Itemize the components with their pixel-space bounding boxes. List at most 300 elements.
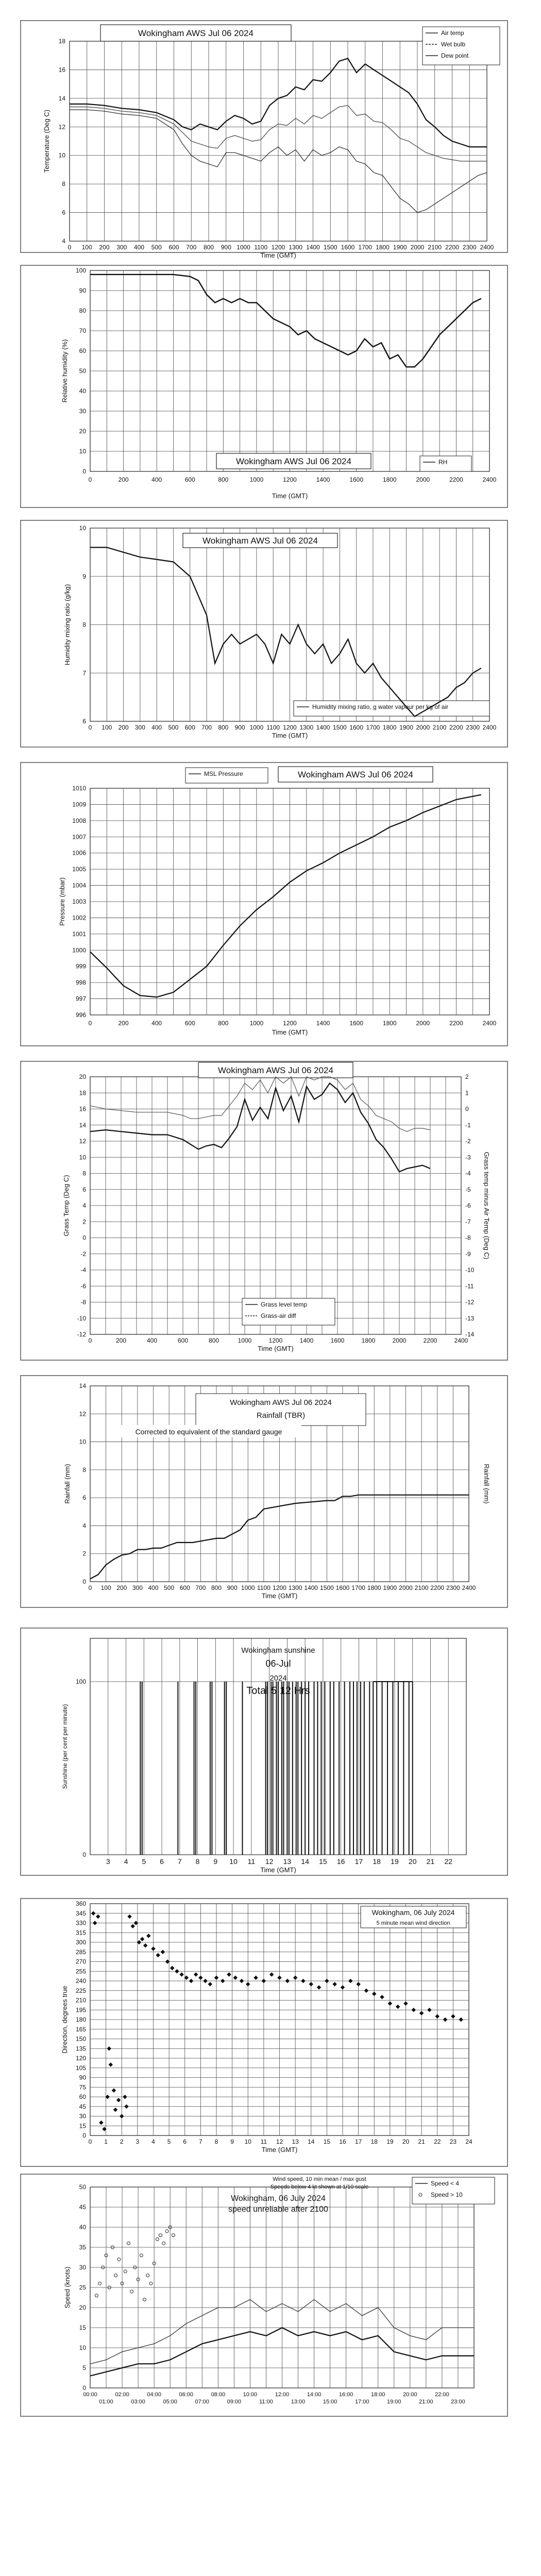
mixing_ratio-xtick-label: 400 (151, 724, 162, 731)
wind_direction-xtick-label: 16 (339, 2138, 346, 2145)
grass-ytick-label: -10 (77, 1314, 86, 1322)
temperature-xtick-label: 2100 (428, 244, 442, 251)
humidity-title: Wokingham AWS Jul 06 2024 (236, 456, 351, 466)
temperature-title: Wokingham AWS Jul 06 2024 (138, 28, 253, 38)
sunshine-xtick-label: 12 (265, 1857, 274, 1866)
humidity-xtick-label: 2200 (449, 476, 463, 483)
wind_speed-note-2: Speeds below 4 kt shown at 1/10 scale (270, 2184, 369, 2190)
wind_direction-ytick-label: 315 (75, 1929, 86, 1937)
rainfall-xtick-label: 1000 (241, 1584, 255, 1591)
sunshine-xtick-label: 13 (283, 1857, 292, 1866)
temperature-legend-label: Wet bulb (441, 41, 466, 48)
grass-ytick-label: 0 (465, 1105, 469, 1113)
temperature-xtick-label: 700 (186, 244, 197, 251)
temperature-legend-label: Dew point (441, 52, 469, 59)
wind_direction-xtick-label: 2 (120, 2138, 124, 2145)
wind_speed-ytick-label: 0 (82, 2384, 86, 2392)
grass-xtick-label: 1200 (268, 1337, 283, 1344)
wind_direction-ytick-label: 45 (79, 2103, 86, 2110)
temperature-ytick-label: 6 (62, 209, 65, 216)
humidity-ytick-label: 100 (75, 267, 86, 274)
mixing_ratio-chart (21, 520, 508, 747)
humidity-ytick-label: 90 (79, 287, 86, 294)
mixing_ratio-xtick-label: 2100 (432, 724, 447, 731)
humidity-xtick-label: 2000 (416, 476, 430, 483)
temperature-xtick-label: 1700 (358, 244, 373, 251)
grass-ytick-label: 6 (82, 1185, 86, 1193)
sunshine-ylabel: Sunshine (per cent per minute) (61, 1704, 69, 1789)
sunshine-xtick-label: 14 (301, 1857, 309, 1866)
sunshine-total: Total 5.12 Hrs (246, 1685, 310, 1697)
wind_speed-subtitle: speed unreliable after 2100 (228, 2205, 328, 2214)
wind_speed-xtick-label: 10:00 (243, 2392, 258, 2398)
wind_speed-xtick-label: 12:00 (275, 2392, 290, 2398)
humidity-ytick-label: 50 (79, 367, 86, 375)
sunshine-xlabel: Time (GMT) (260, 1866, 296, 1874)
pressure-ytick-label: 1008 (72, 817, 86, 824)
mixing_ratio-ytick-label: 6 (82, 718, 86, 725)
wind_direction-ytick-label: 345 (75, 1909, 86, 1917)
rainfall-xtick-label: 200 (116, 1584, 127, 1591)
pressure-chart (21, 762, 508, 1046)
grass-ytick-label: 4 (82, 1202, 86, 1209)
wind_speed-legend-label: Speed < 4 (431, 2180, 460, 2187)
pressure-xtick-label: 2400 (482, 1020, 497, 1027)
humidity-xtick-label: 600 (184, 476, 195, 483)
wind_speed-ytick-label: 20 (79, 2304, 86, 2311)
sunshine-chart (21, 1628, 508, 1875)
pressure-xtick-label: 200 (118, 1020, 129, 1027)
pressure-xtick-label: 2000 (416, 1020, 430, 1027)
humidity-ytick-label: 80 (79, 307, 86, 314)
humidity-xtick-label: 1200 (283, 476, 297, 483)
temperature-xtick-label: 2300 (462, 244, 477, 251)
temperature-xtick-label: 1600 (341, 244, 355, 251)
rainfall-xtick-label: 1300 (288, 1584, 302, 1591)
mixing_ratio-xlabel: Time (GMT) (272, 732, 308, 739)
temperature-chart (21, 21, 508, 259)
temperature-xtick-label: 100 (81, 244, 92, 251)
grass-chart (21, 1061, 508, 1360)
mixing_ratio-xtick-label: 200 (118, 724, 129, 731)
rainfall-xtick-label: 800 (211, 1584, 222, 1591)
grass-ytick-label: 2 (82, 1218, 86, 1226)
pressure-xtick-label: 2200 (449, 1020, 463, 1027)
pressure-xtick-label: 1400 (316, 1020, 330, 1027)
wind_direction-ytick-label: 270 (75, 1958, 86, 1965)
wind_direction-ytick-label: 330 (75, 1919, 86, 1927)
mixing_ratio-ylabel: Humidity mixing ratio (g/kg) (63, 584, 71, 666)
grass-xlabel: Time (GMT) (258, 1345, 294, 1352)
rainfall-xlabel: Time (GMT) (261, 1592, 298, 1600)
grass-ytick-label: -14 (465, 1331, 475, 1338)
wind_speed-xtick-label: 21:00 (419, 2399, 433, 2405)
wind_direction-chart (21, 1899, 508, 2166)
grass-ytick-label: -9 (465, 1250, 471, 1258)
wind_speed-xtick-label: 05:00 (163, 2399, 177, 2405)
wind_speed-ylabel: Speed (knots) (63, 2266, 71, 2309)
rainfall-ytick-label: 8 (82, 1466, 86, 1473)
grass-ytick-label: 2 (465, 1073, 469, 1080)
wind_direction-annotation: 5 minute mean wind direction (376, 1920, 450, 1926)
temperature-xlabel: Time (GMT) (260, 251, 296, 259)
rainfall-ytick-label: 0 (82, 1578, 86, 1585)
mixing_ratio-xtick-label: 700 (201, 724, 212, 731)
wind_direction-xtick-label: 8 (214, 2138, 218, 2145)
grass-ytick-label: 0 (82, 1234, 86, 1242)
pressure-ytick-label: 1010 (72, 785, 86, 792)
grass-xtick-label: 1000 (238, 1337, 252, 1344)
humidity-chart (21, 265, 508, 507)
wind_direction-xtick-label: 11 (260, 2138, 267, 2145)
grass-legend-label: Grass-air diff (261, 1312, 296, 1319)
pressure-ytick-label: 1004 (72, 882, 86, 889)
wind_direction-ytick-label: 105 (75, 2064, 86, 2072)
mixing_ratio-xtick-label: 2400 (482, 724, 497, 731)
wind_speed-xtick-label: 19:00 (387, 2399, 401, 2405)
wind_speed-xtick-label: 00:00 (83, 2392, 97, 2398)
wind_direction-xtick-label: 17 (354, 2138, 362, 2145)
wind_speed-xtick-label: 23:00 (451, 2399, 465, 2405)
mixing_ratio-ytick-label: 10 (79, 524, 86, 532)
mixing_ratio-xtick-label: 500 (168, 724, 179, 731)
mixing_ratio-xtick-label: 1400 (316, 724, 330, 731)
rainfall-xtick-label: 1100 (257, 1584, 270, 1591)
rainfall-xtick-label: 500 (164, 1584, 175, 1591)
temperature-xtick-label: 0 (67, 244, 72, 251)
pressure-ytick-label: 1007 (72, 833, 86, 841)
wind_direction-ytick-label: 30 (79, 2112, 86, 2120)
wind_direction-ytick-label: 150 (75, 2035, 86, 2043)
wind_direction-ytick-label: 210 (75, 1996, 86, 2004)
grass-xtick-label: 600 (177, 1337, 189, 1344)
mixing_ratio-ytick-label: 7 (82, 669, 86, 677)
wind_direction-xtick-label: 0 (88, 2138, 92, 2145)
grass-ytick-label: -12 (465, 1298, 475, 1306)
grass-ytick-label: -8 (465, 1234, 471, 1242)
temperature-xtick-label: 2400 (480, 244, 494, 251)
pressure-legend-label: MSL Pressure (204, 770, 243, 777)
temperature-ylabel: Temperature (Deg C) (43, 109, 50, 173)
grass-ytick-label: 16 (79, 1105, 86, 1113)
pressure-xtick-label: 400 (151, 1020, 162, 1027)
temperature-xtick-label: 1100 (254, 244, 268, 251)
mixing_ratio-xtick-label: 1900 (399, 724, 413, 731)
rainfall-xtick-label: 2200 (430, 1584, 445, 1591)
sunshine-xtick-label: 22 (444, 1857, 453, 1866)
wind_speed-legend-label: Speed > 10 (431, 2191, 463, 2198)
wind_speed-xtick-label: 11:00 (259, 2399, 273, 2405)
sunshine-xtick-label: 19 (391, 1857, 399, 1866)
rainfall-xtick-label: 100 (100, 1584, 111, 1591)
wind_speed-xtick-label: 06:00 (179, 2392, 194, 2398)
wind_direction-xtick-label: 9 (230, 2138, 234, 2145)
temperature-xtick-label: 200 (99, 244, 110, 251)
mixing_ratio-legend-label: Humidity mixing ratio, g water vapour per kg of air (312, 703, 449, 710)
grass-ytick-label: -8 (80, 1298, 86, 1306)
grass-ytick-label: -13 (465, 1314, 475, 1322)
mixing_ratio-xtick-label: 800 (218, 724, 229, 731)
grass-ytick-label: -1 (465, 1121, 471, 1129)
sunshine-ytick-label: 0 (82, 1851, 86, 1858)
humidity-xtick-label: 1400 (316, 476, 330, 483)
pressure-ytick-label: 1009 (72, 801, 86, 808)
grass-ytick-label: -11 (465, 1282, 474, 1290)
temperature-xtick-label: 1300 (289, 244, 303, 251)
wind_speed-ytick-label: 35 (79, 2244, 86, 2251)
pressure-ytick-label: 1006 (72, 849, 86, 857)
wind_speed-ytick-label: 50 (79, 2183, 86, 2191)
mixing_ratio-ytick-label: 8 (82, 621, 86, 629)
sunshine-xtick-label: 3 (106, 1857, 110, 1866)
wind_direction-ytick-label: 135 (75, 2045, 86, 2053)
grass-xtick-label: 0 (88, 1337, 92, 1344)
wind_speed-ytick-label: 25 (79, 2284, 86, 2291)
grass-xtick-label: 1400 (299, 1337, 314, 1344)
pressure-xtick-label: 1800 (382, 1020, 397, 1027)
pressure-xtick-label: 600 (184, 1020, 195, 1027)
rainfall-xtick-label: 700 (195, 1584, 206, 1591)
rainfall-ytick-label: 12 (79, 1410, 86, 1418)
grass-ytick-label: -7 (465, 1218, 471, 1226)
wind_speed-xtick-label: 20:00 (403, 2392, 417, 2398)
rainfall-xtick-label: 900 (227, 1584, 238, 1591)
wind_direction-xtick-label: 24 (465, 2138, 472, 2145)
rainfall-ytick-label: 10 (79, 1438, 86, 1446)
grass-xtick-label: 2400 (454, 1337, 468, 1344)
sunshine-xtick-label: 20 (408, 1857, 417, 1866)
rainfall-ylabel: Rainfall (mm) (63, 1464, 71, 1504)
wind_speed-ytick-label: 40 (79, 2224, 86, 2231)
grass-xtick-label: 800 (208, 1337, 219, 1344)
grass-ytick-label: -2 (465, 1138, 471, 1145)
wind_direction-ytick-label: 165 (75, 2025, 86, 2033)
rainfall-chart (21, 1376, 508, 1607)
temperature-xtick-label: 800 (203, 244, 214, 251)
sunshine-xtick-label: 4 (124, 1857, 128, 1866)
sunshine-xtick-label: 18 (373, 1857, 381, 1866)
sunshine-xtick-label: 21 (426, 1857, 435, 1866)
pressure-ytick-label: 1003 (72, 898, 86, 905)
temperature-xtick-label: 1900 (393, 244, 407, 251)
wind_direction-ytick-label: 300 (75, 1939, 86, 1946)
temperature-ytick-label: 18 (58, 38, 65, 45)
rainfall-xtick-label: 2300 (446, 1584, 460, 1591)
temperature-ytick-label: 14 (58, 94, 65, 102)
wind_direction-ytick-label: 120 (75, 2055, 86, 2062)
rainfall-ytick-label: 4 (82, 1522, 86, 1530)
temperature-xtick-label: 1200 (271, 244, 285, 251)
grass-ytick-label: -3 (465, 1154, 471, 1161)
sunshine-xtick-label: 7 (177, 1857, 182, 1866)
grass-title: Wokingham AWS Jul 06 2024 (218, 1065, 333, 1075)
mixing_ratio-xtick-label: 300 (134, 724, 145, 731)
grass-ylabel-right: Grass temp minus Air Temp (Deg C) (483, 1151, 491, 1260)
wind_direction-ytick-label: 90 (79, 2074, 86, 2081)
pressure-xtick-label: 1600 (349, 1020, 364, 1027)
pressure-xtick-label: 1000 (249, 1020, 264, 1027)
temperature-ytick-label: 8 (62, 180, 65, 188)
temperature-xtick-label: 1500 (323, 244, 337, 251)
wind_direction-xtick-label: 5 (167, 2138, 171, 2145)
grass-ylabel: Grass Temp (Deg C) (62, 1175, 70, 1236)
wind_speed-xtick-label: 02:00 (115, 2392, 129, 2398)
sunshine-xtick-label: 5 (142, 1857, 146, 1866)
pressure-ytick-label: 997 (75, 995, 86, 1003)
rainfall-xtick-label: 1700 (351, 1584, 365, 1591)
wind_direction-xtick-label: 1 (104, 2138, 108, 2145)
wind_speed-xtick-label: 16:00 (339, 2392, 353, 2398)
grass-ytick-label: -6 (80, 1282, 86, 1290)
grass-xtick-label: 2000 (392, 1337, 407, 1344)
wind_direction-xtick-label: 18 (370, 2138, 378, 2145)
rainfall-xtick-label: 1900 (383, 1584, 397, 1591)
humidity-xtick-label: 200 (118, 476, 129, 483)
grass-legend-label: Grass level temp (261, 1301, 308, 1308)
sunshine-xtick-label: 15 (319, 1857, 327, 1866)
wind_direction-ytick-label: 15 (79, 2122, 86, 2130)
mixing_ratio-xtick-label: 600 (184, 724, 195, 731)
wind_direction-ytick-label: 240 (75, 1977, 86, 1985)
wind_direction-title: Wokingham, 06 July 2024 (371, 1908, 455, 1917)
temperature-xtick-label: 600 (168, 244, 179, 251)
rainfall-subtitle: Rainfall (TBR) (256, 1411, 306, 1420)
wind_direction-xtick-label: 6 (183, 2138, 187, 2145)
wind_speed-xtick-label: 01:00 (99, 2399, 113, 2405)
pressure-ytick-label: 1002 (72, 914, 86, 922)
pressure-ytick-label: 999 (75, 962, 86, 970)
humidity-ytick-label: 20 (79, 428, 86, 435)
wind_speed-chart (21, 2174, 508, 2416)
rainfall-xtick-label: 2100 (414, 1584, 429, 1591)
mixing_ratio-xtick-label: 1600 (349, 724, 364, 731)
grass-ytick-label: 8 (82, 1170, 86, 1177)
rainfall-title: Wokingham AWS Jul 06 2024 (230, 1398, 332, 1407)
pressure-xtick-label: 1200 (283, 1020, 297, 1027)
temperature-ytick-label: 10 (58, 151, 65, 159)
grass-ytick-label: -6 (465, 1202, 471, 1209)
pressure-ytick-label: 1005 (72, 866, 86, 873)
wind_speed-xtick-label: 03:00 (131, 2399, 145, 2405)
humidity-xtick-label: 800 (218, 476, 229, 483)
humidity-ytick-label: 0 (82, 468, 86, 475)
wind_speed-xtick-label: 08:00 (211, 2392, 226, 2398)
mixing_ratio-xtick-label: 100 (102, 724, 112, 731)
wind_speed-xtick-label: 15:00 (323, 2399, 337, 2405)
rainfall-xtick-label: 400 (148, 1584, 159, 1591)
mixing_ratio-xtick-label: 1200 (283, 724, 297, 731)
grass-ytick-label: 14 (79, 1121, 86, 1129)
pressure-title: Wokingham AWS Jul 06 2024 (298, 770, 413, 779)
humidity-ytick-label: 10 (79, 448, 86, 455)
wind_direction-ytick-label: 360 (75, 1900, 86, 1907)
mixing_ratio-xtick-label: 1800 (382, 724, 397, 731)
grass-xtick-label: 200 (115, 1337, 127, 1344)
mixing_ratio-xtick-label: 1000 (249, 724, 264, 731)
humidity-ylabel: Relative humidity (%) (61, 339, 69, 403)
sunshine-xtick-label: 11 (247, 1857, 256, 1866)
rainfall-xtick-label: 1500 (320, 1584, 334, 1591)
wind_speed-xtick-label: 07:00 (195, 2399, 210, 2405)
mixing_ratio-xtick-label: 2000 (416, 724, 430, 731)
temperature-xtick-label: 900 (221, 244, 231, 251)
pressure-ytick-label: 998 (75, 979, 86, 987)
wind_direction-xtick-label: 20 (402, 2138, 410, 2145)
wind_direction-ytick-label: 0 (82, 2132, 86, 2139)
mixing_ratio-xtick-label: 1700 (366, 724, 380, 731)
pressure-xtick-label: 0 (88, 1020, 92, 1027)
wind_direction-ytick-label: 225 (75, 1987, 86, 1994)
mixing_ratio-xtick-label: 0 (88, 724, 92, 731)
humidity-legend-label: RH (438, 459, 448, 466)
grass-ytick-label: -10 (465, 1266, 475, 1274)
rainfall-ytick-label: 2 (82, 1550, 86, 1557)
sunshine-title: Wokingham sunshine (241, 1646, 315, 1655)
humidity-ytick-label: 60 (79, 347, 86, 354)
grass-ytick-label: -2 (80, 1250, 86, 1258)
humidity-ytick-label: 40 (79, 387, 86, 395)
rainfall-xtick-label: 1400 (304, 1584, 318, 1591)
wind_direction-xtick-label: 13 (292, 2138, 299, 2145)
sunshine-xtick-label: 9 (213, 1857, 218, 1866)
grass-xtick-label: 1600 (330, 1337, 345, 1344)
wind_direction-ytick-label: 180 (75, 2016, 86, 2023)
rainfall-ytick-label: 14 (79, 1382, 86, 1389)
wind_speed-title: Wokingham, 06 July 2024 (231, 2194, 326, 2203)
temperature-xtick-label: 1400 (306, 244, 320, 251)
humidity-xtick-label: 1800 (382, 476, 397, 483)
wind_direction-xtick-label: 23 (449, 2138, 457, 2145)
wind_speed-ytick-label: 10 (79, 2344, 86, 2351)
pressure-ytick-label: 1001 (72, 930, 86, 938)
pressure-xtick-label: 800 (218, 1020, 229, 1027)
sunshine-xtick-label: 8 (195, 1857, 200, 1866)
sunshine-xtick-label: 6 (160, 1857, 164, 1866)
temperature-xtick-label: 2000 (410, 244, 425, 251)
grass-ytick-label: 12 (79, 1138, 86, 1145)
sunshine-date: 06-Jul (265, 1658, 291, 1669)
mixing_ratio-xtick-label: 1500 (333, 724, 347, 731)
mixing_ratio-xtick-label: 900 (234, 724, 245, 731)
wind_direction-ytick-label: 195 (75, 2006, 86, 2014)
temperature-xtick-label: 500 (151, 244, 162, 251)
grass-xtick-label: 2200 (423, 1337, 437, 1344)
pressure-xlabel: Time (GMT) (272, 1028, 308, 1036)
grass-ytick-label: -5 (465, 1185, 471, 1193)
wind_direction-xtick-label: 21 (418, 2138, 425, 2145)
grass-ytick-label: 20 (79, 1073, 86, 1080)
rainfall-ytick-label: 6 (82, 1494, 86, 1502)
grass-ytick-label: -12 (77, 1331, 86, 1338)
sunshine-xtick-label: 17 (354, 1857, 363, 1866)
sunshine-xtick-label: 16 (336, 1857, 345, 1866)
wind_speed-xtick-label: 14:00 (307, 2392, 322, 2398)
wind_direction-ytick-label: 255 (75, 1968, 86, 1975)
mixing_ratio-xtick-label: 2300 (466, 724, 480, 731)
wind_direction-xtick-label: 15 (323, 2138, 331, 2145)
wind_speed-xtick-label: 09:00 (227, 2399, 242, 2405)
wind_speed-xtick-label: 18:00 (370, 2392, 385, 2398)
wind_direction-xlabel: Time (GMT) (261, 2146, 298, 2154)
wind_speed-xtick-label: 22:00 (435, 2392, 449, 2398)
rainfall-xtick-label: 600 (179, 1584, 190, 1591)
wind_speed-xtick-label: 04:00 (147, 2392, 161, 2398)
temperature-xtick-label: 400 (133, 244, 145, 251)
grass-ytick-label: 1 (465, 1089, 469, 1097)
wind_speed-ytick-label: 15 (79, 2324, 86, 2331)
grass-ytick-label: -4 (80, 1266, 86, 1274)
mixing_ratio-xtick-label: 1100 (266, 724, 280, 731)
